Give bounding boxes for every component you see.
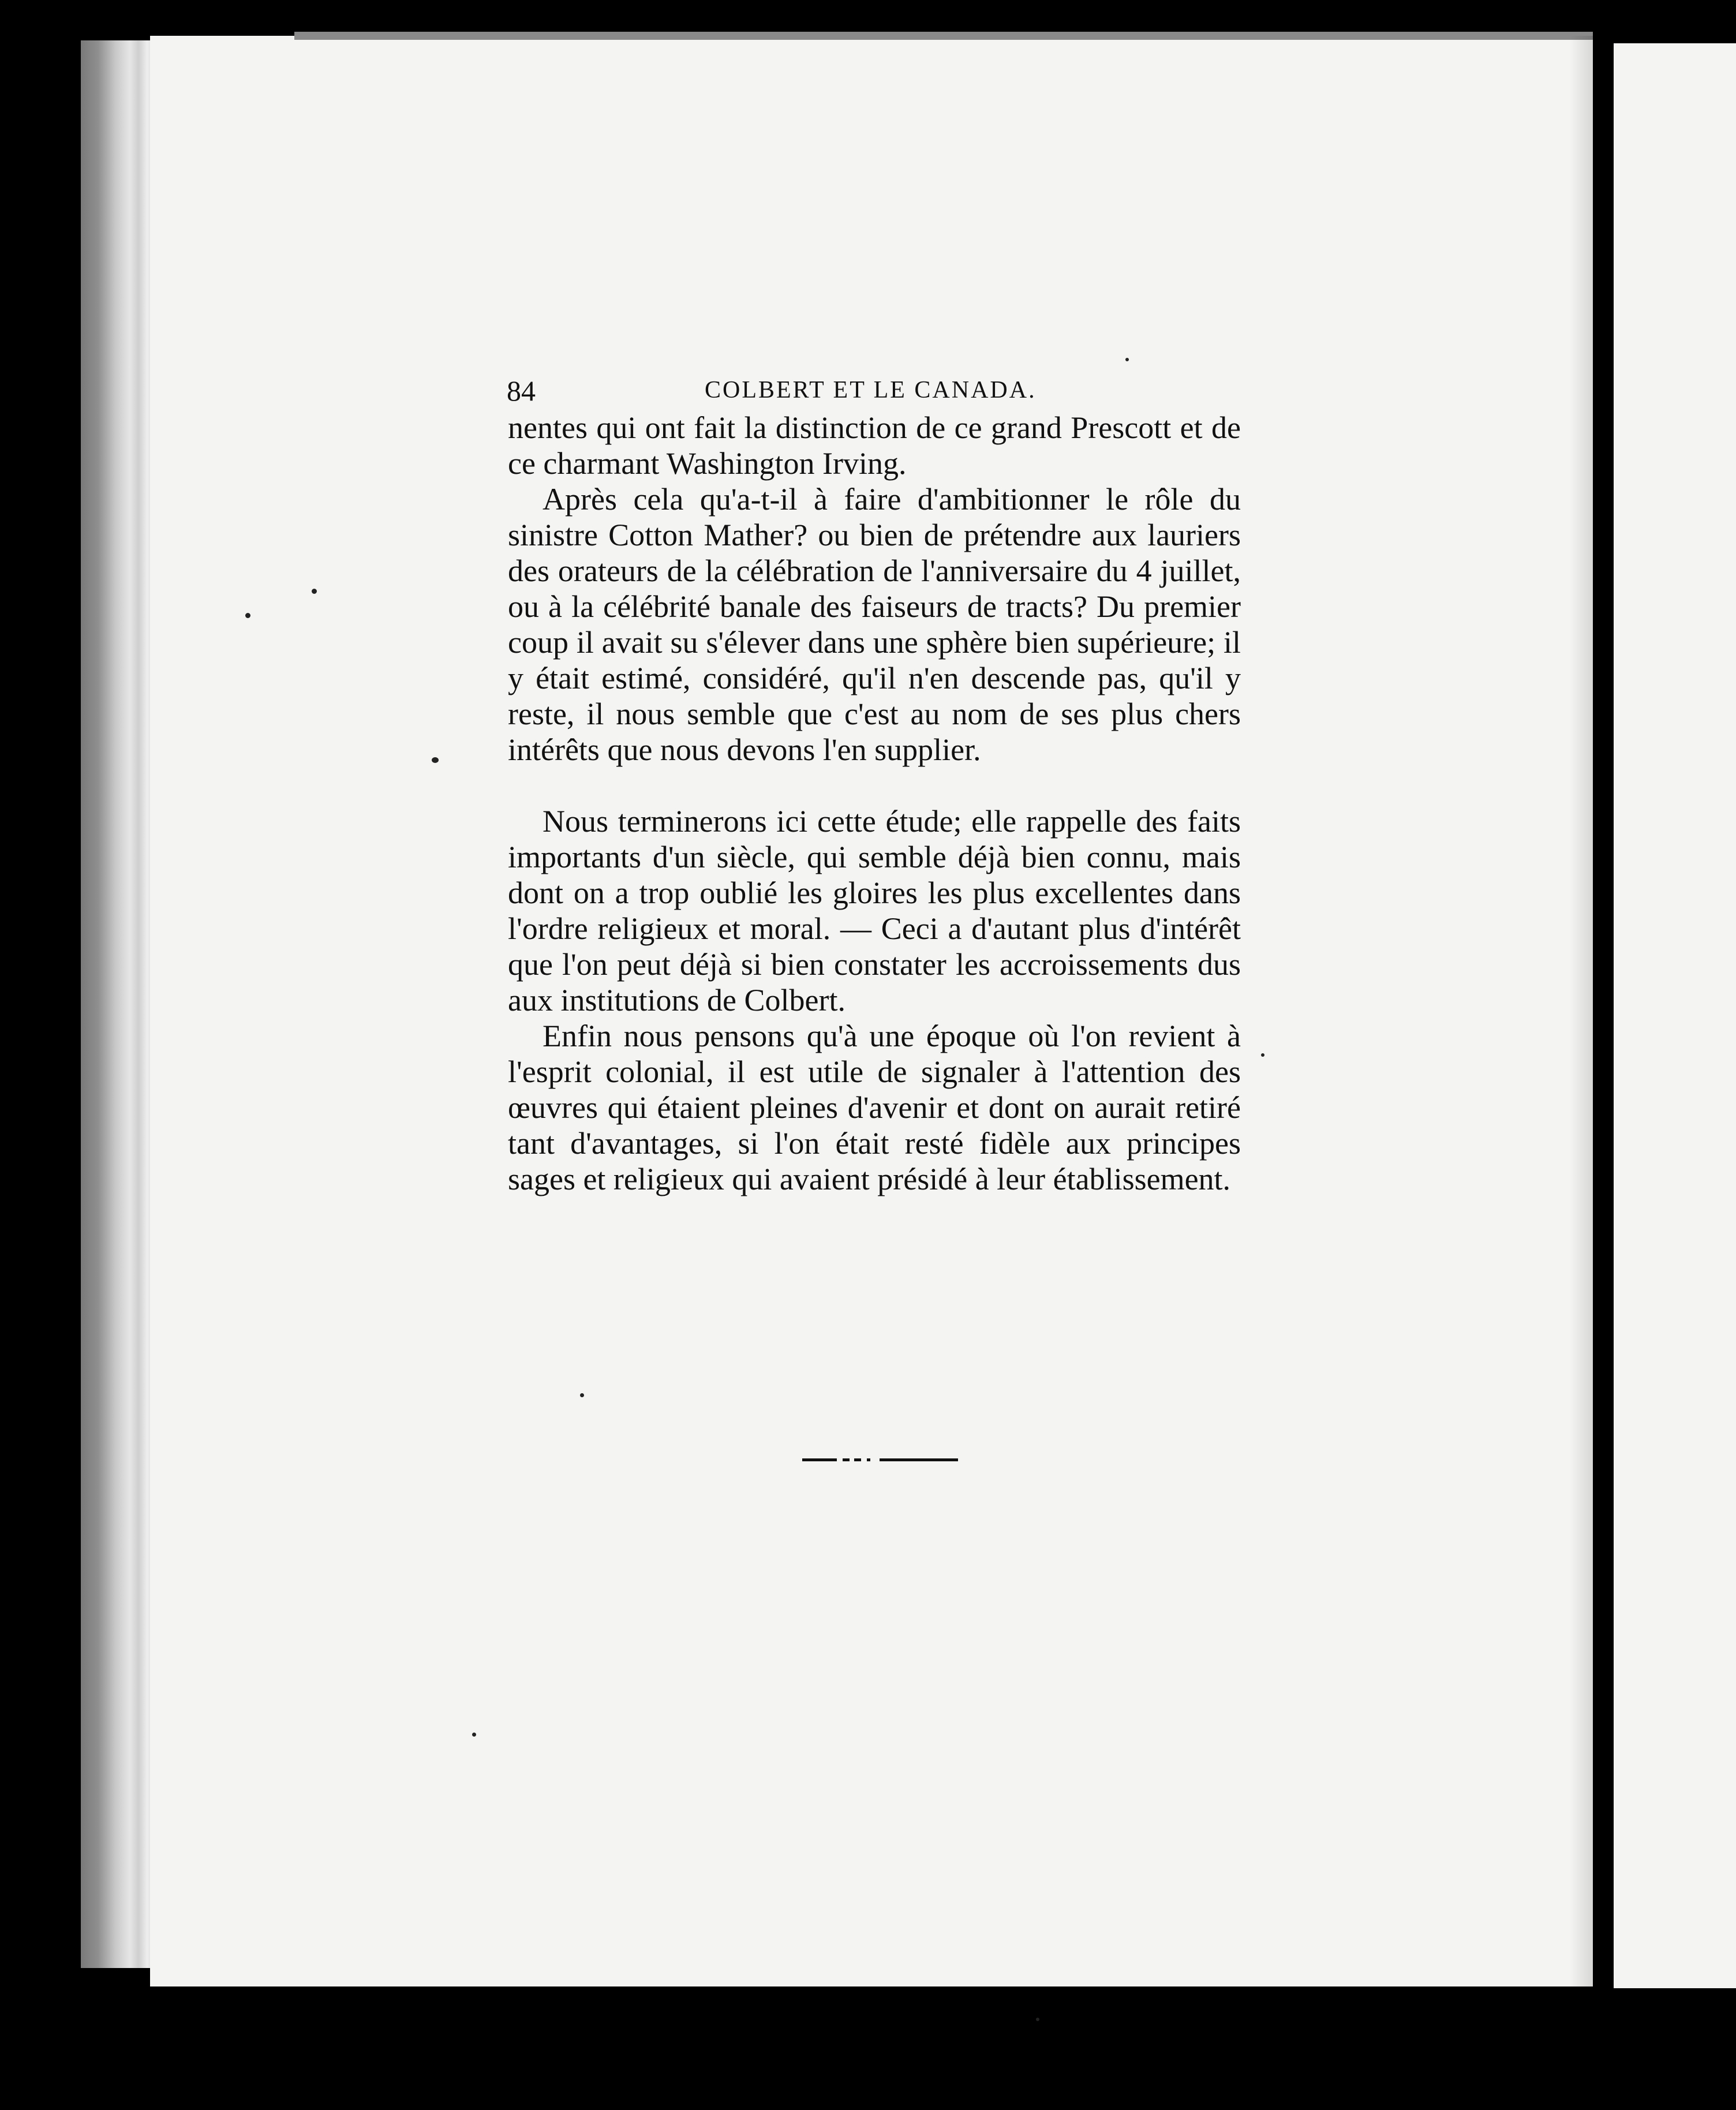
facing-page-edge [1614, 43, 1736, 1988]
rule-segment [854, 1458, 861, 1461]
paragraph-4: Enfin nous pensons qu'à une époque où l'on revient à l'esprit colonial, il est utile de signaler à l'attention des œuvres qui étaient pleines d'avenir et dont on aurait retiré tant d'avantages, si l'on était resté fidèle aux principes sages et religieux qui avaient présidé à leur établissement. [508, 1019, 1241, 1196]
print-speck [472, 1733, 476, 1737]
spine-shadow [1570, 36, 1593, 1986]
rule-segment [880, 1458, 958, 1461]
rule-segment [802, 1458, 837, 1461]
paragraph-3: Nous terminerons ici cette étude; elle rappelle des faits importants d'un siècle, qui semble déjà bien connu, mais dont on a trop oublié les gloires les plus excellentes dans l'ordre religieux et moral. — Ceci a d'autant plus d'intérêt que l'on peut déjà si bien constater les accroissements dus aux institutions de Colbert. [508, 804, 1241, 1017]
book-gutter [1593, 23, 1614, 1997]
paragraph-1: nentes qui ont fait la distinction de ce grand Prescott et de ce charmant Washington Irving. [508, 410, 1241, 481]
print-speck [580, 1393, 584, 1397]
print-speck [1125, 358, 1129, 361]
print-speck [245, 613, 250, 618]
running-title: COLBERT ET LE CANADA. [705, 377, 1037, 403]
print-speck [432, 757, 439, 763]
page-number: 84 [507, 375, 536, 407]
print-speck [1036, 2018, 1039, 2021]
book-page-edges [81, 40, 162, 1968]
page-top-edge [294, 32, 1593, 40]
print-speck [1261, 1053, 1264, 1057]
closing-ornament-rule [802, 1458, 958, 1462]
paragraph-2: Après cela qu'a-t-il à faire d'ambitionner le rôle du sinistre Cotton Mather? ou bien de prétendre aux lauriers des orateurs de la célébration de l'anniversaire du 4 juillet, ou à la célébrité banale des faiseurs de tracts? Du premier coup il avait su s'élever dans une sphère bien supérieure; il y était estimé, considéré, qu'il n'en descende pas, qu'il y reste, il nous semble que c'est au nom de ses plus chers intérêts que nous devons l'en supplier. [508, 482, 1241, 767]
rule-segment [843, 1458, 850, 1461]
rule-segment [867, 1458, 870, 1461]
body-text [508, 410, 1241, 1197]
running-header [507, 374, 1038, 409]
print-speck [312, 589, 317, 594]
